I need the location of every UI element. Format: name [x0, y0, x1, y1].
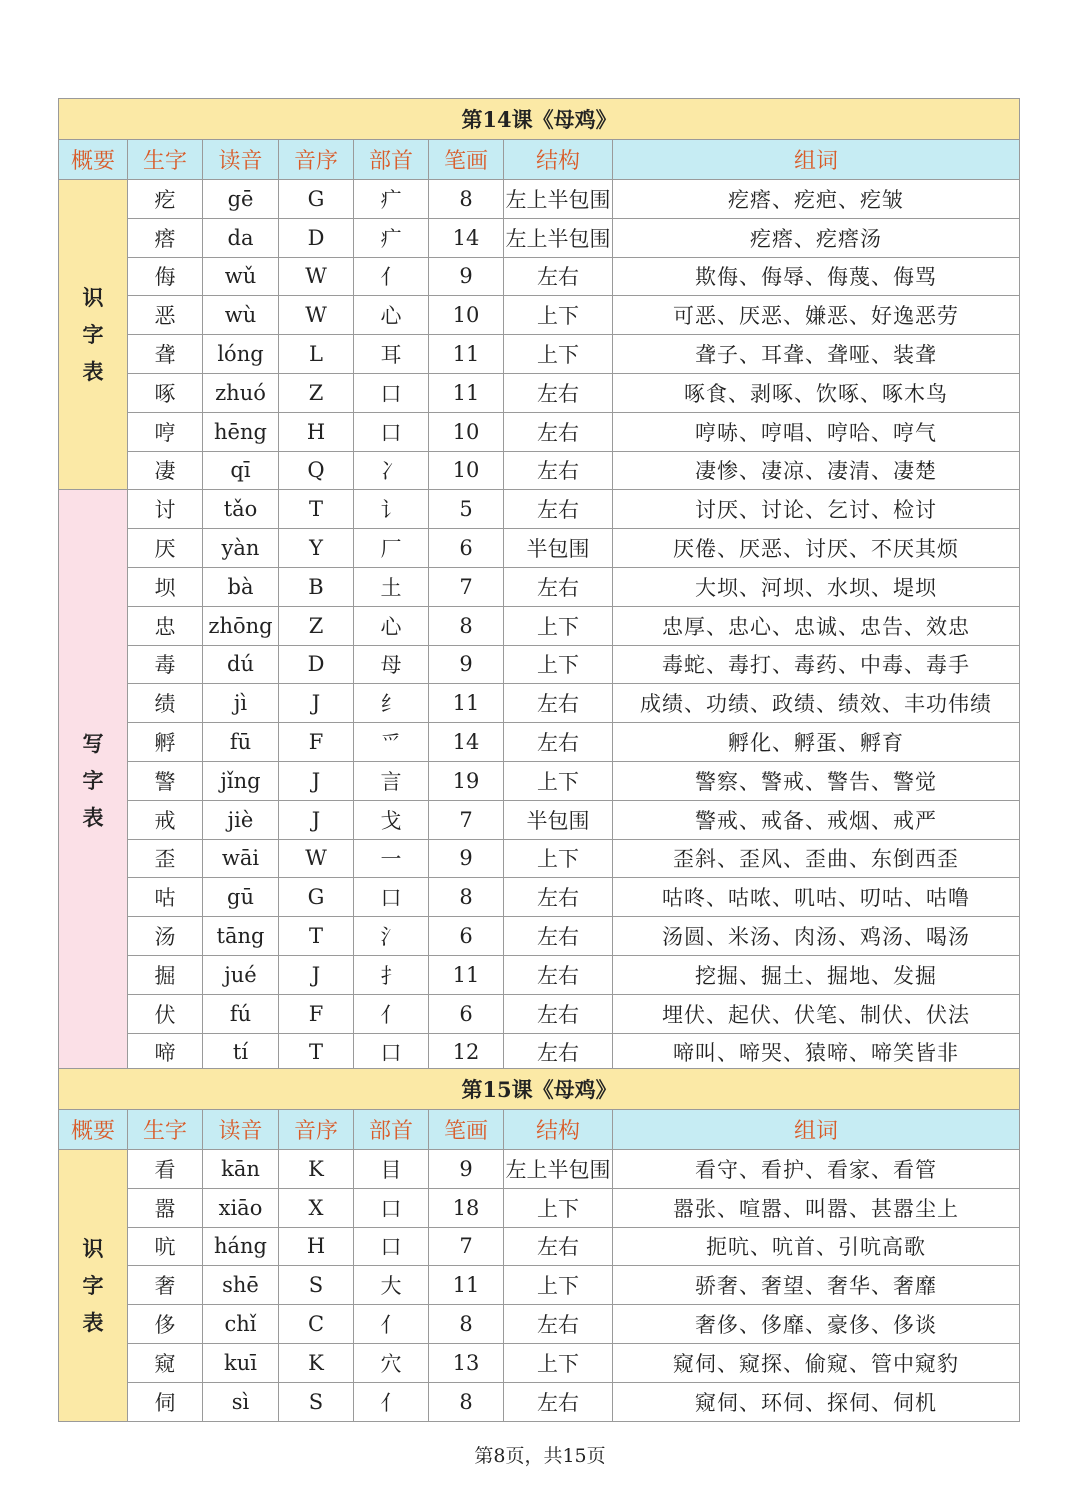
header-overview: 概要 — [59, 140, 128, 180]
letter-cell: F — [279, 723, 354, 762]
letter-cell: L — [279, 335, 354, 374]
radical-cell: 大 — [354, 1266, 429, 1305]
table-row — [59, 1266, 1020, 1305]
pinyin-cell: xiāo — [203, 1188, 279, 1227]
radical-cell: 穴 — [354, 1343, 429, 1382]
table-row — [59, 606, 1020, 645]
words-cell: 疙瘩、疙瘩汤 — [613, 218, 1020, 257]
strokes-cell: 6 — [429, 529, 504, 568]
character-cell: 侮 — [128, 257, 203, 296]
table-row — [59, 257, 1020, 296]
structure-cell: 上下 — [504, 335, 613, 374]
structure-cell: 上下 — [504, 839, 613, 878]
pinyin-cell: zhuó — [203, 373, 279, 412]
structure-cell: 左右 — [504, 490, 613, 529]
character-cell: 厌 — [128, 529, 203, 568]
structure-cell: 左右 — [504, 373, 613, 412]
radical-cell: 土 — [354, 567, 429, 606]
radical-cell: 一 — [354, 839, 429, 878]
strokes-cell: 7 — [429, 800, 504, 839]
character-cell: 哼 — [128, 412, 203, 451]
table-row — [59, 1343, 1020, 1382]
radical-cell: 耳 — [354, 335, 429, 374]
character-cell: 坝 — [128, 567, 203, 606]
pinyin-cell: jǐng — [203, 761, 279, 800]
pinyin-cell: wù — [203, 296, 279, 335]
pinyin-cell: tāng — [203, 917, 279, 956]
table-row — [59, 180, 1020, 219]
radical-cell: 亻 — [354, 1382, 429, 1421]
pinyin-cell: jì — [203, 684, 279, 723]
structure-cell: 左右 — [504, 955, 613, 994]
header-radical: 部首 — [354, 1110, 429, 1150]
lesson-title: 第14课《母鸡》 — [59, 99, 1020, 140]
letter-cell: G — [279, 878, 354, 917]
structure-cell: 左上半包围 — [504, 218, 613, 257]
strokes-cell: 7 — [429, 567, 504, 606]
table-row — [59, 839, 1020, 878]
table-row — [59, 645, 1020, 684]
words-cell: 骄奢、奢望、奢华、奢靡 — [613, 1266, 1020, 1305]
table-row — [59, 218, 1020, 257]
pinyin-cell: fú — [203, 994, 279, 1033]
letter-cell: T — [279, 917, 354, 956]
radical-cell: 厂 — [354, 529, 429, 568]
pinyin-cell: tǎo — [203, 490, 279, 529]
words-cell: 啼叫、啼哭、猿啼、啼笑皆非 — [613, 1033, 1020, 1072]
character-cell: 嚣 — [128, 1188, 203, 1227]
strokes-cell: 11 — [429, 373, 504, 412]
table-row — [59, 529, 1020, 568]
structure-cell: 上下 — [504, 1188, 613, 1227]
strokes-cell: 9 — [429, 257, 504, 296]
letter-cell: T — [279, 490, 354, 529]
words-cell: 毒蛇、毒打、毒药、中毒、毒手 — [613, 645, 1020, 684]
pinyin-cell: gē — [203, 180, 279, 219]
structure-cell: 左右 — [504, 567, 613, 606]
strokes-cell: 8 — [429, 1305, 504, 1344]
letter-cell: Y — [279, 529, 354, 568]
words-cell: 警戒、戒备、戒烟、戒严 — [613, 800, 1020, 839]
table-row — [59, 490, 1020, 529]
letter-cell: H — [279, 412, 354, 451]
table-row — [59, 761, 1020, 800]
header-strokes: 笔画 — [429, 140, 504, 180]
strokes-cell: 14 — [429, 723, 504, 762]
radical-cell: 扌 — [354, 955, 429, 994]
radical-cell: 爫 — [354, 723, 429, 762]
radical-cell: 心 — [354, 606, 429, 645]
strokes-cell: 8 — [429, 606, 504, 645]
strokes-cell: 9 — [429, 645, 504, 684]
words-cell: 讨厌、讨论、乞讨、检讨 — [613, 490, 1020, 529]
pinyin-cell: shē — [203, 1266, 279, 1305]
pinyin-cell: jiè — [203, 800, 279, 839]
structure-cell: 左右 — [504, 412, 613, 451]
lesson-title: 第15课《母鸡》 — [59, 1069, 1020, 1110]
header-words: 组词 — [613, 1110, 1020, 1150]
strokes-cell: 12 — [429, 1033, 504, 1072]
pinyin-cell: yàn — [203, 529, 279, 568]
words-cell: 埋伏、起伏、伏笔、制伏、伏法 — [613, 994, 1020, 1033]
words-cell: 孵化、孵蛋、孵育 — [613, 723, 1020, 762]
words-cell: 凄惨、凄凉、凄清、凄楚 — [613, 451, 1020, 490]
radical-cell: 口 — [354, 1188, 429, 1227]
table-row — [59, 1033, 1020, 1072]
structure-cell: 上下 — [504, 761, 613, 800]
pinyin-cell: tí — [203, 1033, 279, 1072]
table-row — [59, 723, 1020, 762]
table-row — [59, 917, 1020, 956]
character-cell: 看 — [128, 1150, 203, 1189]
strokes-cell: 6 — [429, 994, 504, 1033]
header-letter: 音序 — [279, 1110, 354, 1150]
character-cell: 孵 — [128, 723, 203, 762]
structure-cell: 左右 — [504, 451, 613, 490]
letter-cell: J — [279, 684, 354, 723]
letter-cell: B — [279, 567, 354, 606]
structure-cell: 左右 — [504, 917, 613, 956]
header-structure: 结构 — [504, 1110, 613, 1150]
table-row — [59, 684, 1020, 723]
pinyin-cell: lóng — [203, 335, 279, 374]
pinyin-cell: wǔ — [203, 257, 279, 296]
radical-cell: 母 — [354, 645, 429, 684]
header-pinyin: 读音 — [203, 1110, 279, 1150]
table-row — [59, 412, 1020, 451]
table-row — [59, 296, 1020, 335]
radical-cell: 亻 — [354, 1305, 429, 1344]
pinyin-cell: bà — [203, 567, 279, 606]
pinyin-cell: kuī — [203, 1343, 279, 1382]
words-cell: 可恶、厌恶、嫌恶、好逸恶劳 — [613, 296, 1020, 335]
character-cell: 伏 — [128, 994, 203, 1033]
character-cell: 窥 — [128, 1343, 203, 1382]
words-cell: 咕咚、咕哝、叽咕、叨咕、咕噜 — [613, 878, 1020, 917]
character-cell: 疙 — [128, 180, 203, 219]
radical-cell: 口 — [354, 1227, 429, 1266]
character-cell: 掘 — [128, 955, 203, 994]
words-cell: 忠厚、忠心、忠诚、忠告、效忠 — [613, 606, 1020, 645]
letter-cell: W — [279, 839, 354, 878]
strokes-cell: 10 — [429, 412, 504, 451]
character-cell: 聋 — [128, 335, 203, 374]
table-row — [59, 955, 1020, 994]
character-cell: 奢 — [128, 1266, 203, 1305]
table-row — [59, 1188, 1020, 1227]
page-footer: 第8页，共15页 — [474, 1445, 606, 1467]
words-cell: 警察、警戒、警告、警觉 — [613, 761, 1020, 800]
pinyin-cell: chǐ — [203, 1305, 279, 1344]
strokes-cell: 9 — [429, 1150, 504, 1189]
category-label: 识 字 表 — [59, 1150, 128, 1422]
radical-cell: 目 — [354, 1150, 429, 1189]
strokes-cell: 10 — [429, 451, 504, 490]
letter-cell: X — [279, 1188, 354, 1227]
letter-cell: K — [279, 1150, 354, 1189]
strokes-cell: 13 — [429, 1343, 504, 1382]
character-cell: 吭 — [128, 1227, 203, 1266]
letter-cell: S — [279, 1382, 354, 1421]
words-cell: 啄食、剥啄、饮啄、啄木鸟 — [613, 373, 1020, 412]
letter-cell: D — [279, 218, 354, 257]
pinyin-cell: háng — [203, 1227, 279, 1266]
header-character: 生字 — [128, 1110, 203, 1150]
words-cell: 聋子、耳聋、聋哑、装聋 — [613, 335, 1020, 374]
header-radical: 部首 — [354, 140, 429, 180]
letter-cell: Z — [279, 606, 354, 645]
header-words: 组词 — [613, 140, 1020, 180]
pinyin-cell: dú — [203, 645, 279, 684]
header-strokes: 笔画 — [429, 1110, 504, 1150]
character-cell: 讨 — [128, 490, 203, 529]
words-cell: 大坝、河坝、水坝、堤坝 — [613, 567, 1020, 606]
character-cell: 恶 — [128, 296, 203, 335]
character-cell: 啄 — [128, 373, 203, 412]
strokes-cell: 6 — [429, 917, 504, 956]
structure-cell: 左上半包围 — [504, 180, 613, 219]
structure-cell: 左右 — [504, 1033, 613, 1072]
radical-cell: 戈 — [354, 800, 429, 839]
structure-cell: 左右 — [504, 1305, 613, 1344]
letter-cell: W — [279, 257, 354, 296]
words-cell: 窥伺、环伺、探伺、伺机 — [613, 1382, 1020, 1421]
strokes-cell: 10 — [429, 296, 504, 335]
strokes-cell: 14 — [429, 218, 504, 257]
letter-cell: C — [279, 1305, 354, 1344]
table-row — [59, 567, 1020, 606]
character-cell: 咕 — [128, 878, 203, 917]
letter-cell: F — [279, 994, 354, 1033]
radical-cell: 言 — [354, 761, 429, 800]
pinyin-cell: jué — [203, 955, 279, 994]
strokes-cell: 8 — [429, 878, 504, 917]
table-row — [59, 1382, 1020, 1421]
structure-cell: 左右 — [504, 723, 613, 762]
character-cell: 戒 — [128, 800, 203, 839]
structure-cell: 上下 — [504, 296, 613, 335]
strokes-cell: 8 — [429, 180, 504, 219]
table-row — [59, 451, 1020, 490]
words-cell: 嚣张、喧嚣、叫嚣、甚嚣尘上 — [613, 1188, 1020, 1227]
radical-cell: 口 — [354, 373, 429, 412]
character-cell: 绩 — [128, 684, 203, 723]
letter-cell: T — [279, 1033, 354, 1072]
radical-cell: 氵 — [354, 917, 429, 956]
structure-cell: 半包围 — [504, 529, 613, 568]
character-cell: 忠 — [128, 606, 203, 645]
table-row — [59, 800, 1020, 839]
lesson-15-table — [58, 1068, 1020, 1422]
table-row — [59, 1227, 1020, 1266]
structure-cell: 半包围 — [504, 800, 613, 839]
radical-cell: 疒 — [354, 218, 429, 257]
character-cell: 凄 — [128, 451, 203, 490]
header-structure: 结构 — [504, 140, 613, 180]
strokes-cell: 18 — [429, 1188, 504, 1227]
words-cell: 成绩、功绩、政绩、绩效、丰功伟绩 — [613, 684, 1020, 723]
letter-cell: Q — [279, 451, 354, 490]
character-cell: 瘩 — [128, 218, 203, 257]
structure-cell: 左右 — [504, 1227, 613, 1266]
radical-cell: 讠 — [354, 490, 429, 529]
strokes-cell: 7 — [429, 1227, 504, 1266]
radical-cell: 冫 — [354, 451, 429, 490]
structure-cell: 上下 — [504, 1266, 613, 1305]
pinyin-cell: zhōng — [203, 606, 279, 645]
radical-cell: 口 — [354, 1033, 429, 1072]
structure-cell: 左右 — [504, 1382, 613, 1421]
letter-cell: G — [279, 180, 354, 219]
radical-cell: 口 — [354, 878, 429, 917]
table-row — [59, 1305, 1020, 1344]
words-cell: 欺侮、侮辱、侮蔑、侮骂 — [613, 257, 1020, 296]
structure-cell: 左右 — [504, 257, 613, 296]
words-cell: 扼吭、吭首、引吭高歌 — [613, 1227, 1020, 1266]
words-cell: 窥伺、窥探、偷窥、管中窥豹 — [613, 1343, 1020, 1382]
letter-cell: J — [279, 800, 354, 839]
words-cell: 挖掘、掘土、掘地、发掘 — [613, 955, 1020, 994]
strokes-cell: 11 — [429, 955, 504, 994]
structure-cell: 上下 — [504, 645, 613, 684]
radical-cell: 纟 — [354, 684, 429, 723]
letter-cell: Z — [279, 373, 354, 412]
character-cell: 警 — [128, 761, 203, 800]
structure-cell: 左右 — [504, 878, 613, 917]
letter-cell: H — [279, 1227, 354, 1266]
character-cell: 伺 — [128, 1382, 203, 1421]
category-label: 识 字 表 — [59, 180, 128, 490]
words-cell: 疙瘩、疙疤、疙皱 — [613, 180, 1020, 219]
table-row — [59, 335, 1020, 374]
header-pinyin: 读音 — [203, 140, 279, 180]
pinyin-cell: wāi — [203, 839, 279, 878]
pinyin-cell: sì — [203, 1382, 279, 1421]
pinyin-cell: fū — [203, 723, 279, 762]
strokes-cell: 11 — [429, 1266, 504, 1305]
words-cell: 歪斜、歪风、歪曲、东倒西歪 — [613, 839, 1020, 878]
letter-cell: J — [279, 955, 354, 994]
letter-cell: D — [279, 645, 354, 684]
header-character: 生字 — [128, 140, 203, 180]
words-cell: 厌倦、厌恶、讨厌、不厌其烦 — [613, 529, 1020, 568]
table-row — [59, 994, 1020, 1033]
strokes-cell: 11 — [429, 684, 504, 723]
pinyin-cell: da — [203, 218, 279, 257]
table-row — [59, 1150, 1020, 1189]
structure-cell: 左右 — [504, 994, 613, 1033]
letter-cell: W — [279, 296, 354, 335]
structure-cell: 上下 — [504, 1343, 613, 1382]
character-cell: 汤 — [128, 917, 203, 956]
words-cell: 汤圆、米汤、肉汤、鸡汤、喝汤 — [613, 917, 1020, 956]
letter-cell: S — [279, 1266, 354, 1305]
character-cell: 毒 — [128, 645, 203, 684]
strokes-cell: 9 — [429, 839, 504, 878]
pinyin-cell: hēng — [203, 412, 279, 451]
table-row — [59, 878, 1020, 917]
strokes-cell: 11 — [429, 335, 504, 374]
strokes-cell: 8 — [429, 1382, 504, 1421]
structure-cell: 左右 — [504, 684, 613, 723]
radical-cell: 亻 — [354, 994, 429, 1033]
structure-cell: 左上半包围 — [504, 1150, 613, 1189]
words-cell: 哼哧、哼唱、哼哈、哼气 — [613, 412, 1020, 451]
radical-cell: 疒 — [354, 180, 429, 219]
pinyin-cell: gū — [203, 878, 279, 917]
words-cell: 看守、看护、看家、看管 — [613, 1150, 1020, 1189]
structure-cell: 上下 — [504, 606, 613, 645]
radical-cell: 亻 — [354, 257, 429, 296]
letter-cell: J — [279, 761, 354, 800]
letter-cell: K — [279, 1343, 354, 1382]
pinyin-cell: kān — [203, 1150, 279, 1189]
strokes-cell: 5 — [429, 490, 504, 529]
header-overview: 概要 — [59, 1110, 128, 1150]
pinyin-cell: qī — [203, 451, 279, 490]
character-cell: 歪 — [128, 839, 203, 878]
table-row — [59, 373, 1020, 412]
lesson-14-table — [58, 98, 1020, 1072]
strokes-cell: 19 — [429, 761, 504, 800]
words-cell: 奢侈、侈靡、豪侈、侈谈 — [613, 1305, 1020, 1344]
radical-cell: 口 — [354, 412, 429, 451]
character-cell: 啼 — [128, 1033, 203, 1072]
header-letter: 音序 — [279, 140, 354, 180]
radical-cell: 心 — [354, 296, 429, 335]
character-cell: 侈 — [128, 1305, 203, 1344]
category-label: 写 字 表 — [59, 490, 128, 1072]
